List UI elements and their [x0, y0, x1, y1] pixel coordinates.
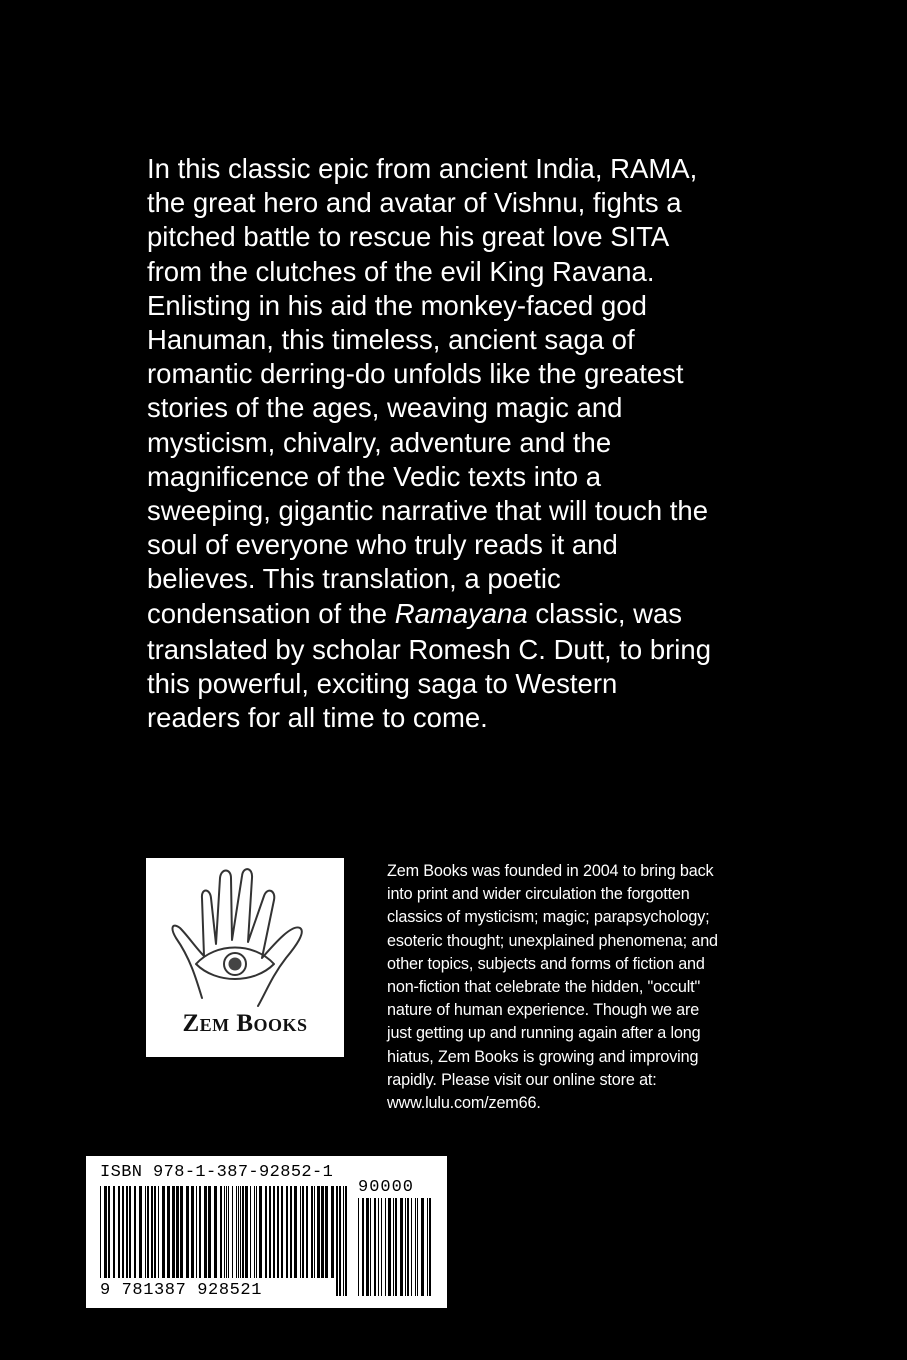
barcode-bar — [325, 1186, 328, 1278]
barcode-bar — [388, 1198, 391, 1296]
barcode-bar — [214, 1186, 217, 1278]
about-line: hiatus, Zem Books is growing and improving — [387, 1047, 699, 1066]
barcode-bar — [180, 1186, 183, 1278]
barcode-bar — [366, 1198, 369, 1296]
barcode-bar — [400, 1198, 403, 1296]
blurb-line: In this classic epic from ancient India, RAMA, — [147, 153, 698, 184]
barcode-bar — [311, 1186, 313, 1278]
barcode-bar — [242, 1186, 244, 1278]
barcode-bar — [151, 1186, 153, 1278]
blurb-line-title — [147, 597, 787, 631]
blurb-line: pitched battle to rescue his great love SITA — [147, 221, 670, 253]
barcode-bar — [336, 1186, 338, 1296]
ean-digits: 9 781387 928521 — [100, 1281, 263, 1300]
barcode-bar — [294, 1186, 297, 1278]
barcode-bar — [345, 1186, 347, 1296]
blurb-line: mysticism, chivalry, adventure and the — [147, 426, 612, 458]
barcode-bar — [224, 1186, 225, 1278]
blurb-line: this powerful, exciting saga to Western — [147, 668, 618, 700]
barcode-bar — [172, 1186, 175, 1278]
blurb-text: classic, was — [527, 597, 683, 629]
blurb-line: sweeping, gigantic narrative that will touch the — [147, 495, 709, 527]
blurb-line: believes. This translation, a poetic — [147, 563, 561, 595]
barcode-bar — [259, 1186, 262, 1278]
barcode-bar — [314, 1186, 315, 1278]
barcode-bar — [269, 1186, 271, 1278]
barcode-bar — [147, 1186, 149, 1278]
barcode-bar — [228, 1186, 229, 1278]
barcode-bar — [306, 1186, 308, 1278]
barcode-bar — [427, 1198, 428, 1296]
barcode-bar — [411, 1198, 412, 1296]
barcode-bar — [154, 1186, 156, 1278]
barcode-bar — [108, 1186, 110, 1278]
barcode-bar — [321, 1186, 324, 1278]
barcode-bar — [118, 1186, 120, 1278]
barcode-bar — [277, 1186, 279, 1278]
barcode-bar — [145, 1186, 146, 1278]
barcode-bar — [429, 1198, 431, 1296]
barcode-bar — [417, 1198, 418, 1296]
barcode-bar — [385, 1198, 386, 1296]
about-line: esoteric thought; unexplained phenomena; and — [387, 931, 718, 950]
blurb-line: readers for all time to come. — [147, 702, 488, 734]
blurb-line: magnificence of the Vedic texts into a — [147, 460, 602, 492]
barcode-bar — [236, 1186, 237, 1278]
barcode-bar — [245, 1186, 248, 1278]
barcode-bar — [381, 1198, 382, 1296]
isbn-label: ISBN 978-1-387-92852-1 — [100, 1163, 334, 1182]
barcode-bar — [393, 1198, 394, 1296]
publisher-about — [387, 860, 767, 1115]
blurb-line: Enlisting in his aid the monkey-faced god — [147, 289, 647, 321]
barcode-bar — [220, 1186, 222, 1278]
barcode-bar — [300, 1186, 301, 1278]
barcode-bar — [362, 1198, 364, 1296]
barcode-bar — [208, 1186, 211, 1278]
barcode-bar — [122, 1186, 124, 1278]
blurb-line: translated by scholar Romesh C. Dutt, to bring — [147, 633, 712, 665]
barcode-bar — [302, 1186, 304, 1278]
barcode-bar — [191, 1186, 194, 1278]
barcode-bar — [186, 1186, 189, 1278]
blurb-line: stories of the ages, weaving magic and — [147, 392, 623, 424]
back-cover-blurb — [147, 152, 787, 735]
barcode-bar — [415, 1198, 416, 1296]
barcode-bar — [100, 1186, 101, 1278]
barcode-bar — [407, 1198, 409, 1296]
blurb-line: Hanuman, this timeless, ancient saga of — [147, 324, 635, 356]
publisher-logo — [146, 858, 344, 1057]
logo-wordmark: Zem Books — [182, 1010, 308, 1037]
barcode-bar — [286, 1186, 288, 1278]
about-line: nature of human experience. Though we are — [387, 1001, 700, 1020]
barcode-bar — [126, 1186, 128, 1278]
barcode-bar — [129, 1186, 131, 1278]
barcode-bar — [421, 1198, 424, 1296]
barcode-bar — [240, 1186, 241, 1278]
about-line: rapidly. Please visit our online store at: — [387, 1070, 657, 1089]
barcode-bar — [281, 1186, 283, 1278]
barcode-bar — [226, 1186, 227, 1278]
barcode-bar — [176, 1186, 179, 1278]
about-line: Zem Books was founded in 2004 to bring back — [387, 862, 714, 880]
isbn-barcode — [86, 1156, 447, 1308]
barcode-bar — [256, 1186, 257, 1278]
barcode-bar — [250, 1186, 251, 1278]
barcode-bar — [273, 1186, 275, 1278]
eye-pupil — [229, 958, 242, 971]
about-line: into print and wider circulation the forgotten — [387, 885, 690, 904]
barcode-bar — [290, 1186, 292, 1278]
blurb-line: the great hero and avatar of Vishnu, fights a — [147, 187, 682, 219]
barcode-bar — [104, 1186, 107, 1278]
barcode-bar — [162, 1186, 165, 1278]
barcode-bar — [113, 1186, 115, 1278]
barcode-bar — [339, 1186, 341, 1296]
barcode-bar — [378, 1198, 379, 1296]
price-code: 90000 — [358, 1178, 415, 1197]
barcode-bar — [199, 1186, 201, 1278]
barcode-bar — [158, 1186, 159, 1278]
barcode-bar — [395, 1198, 397, 1296]
barcode-bar — [238, 1186, 239, 1278]
about-line: just getting up and running again after a long — [387, 1024, 701, 1043]
blurb-text: condensation of the — [147, 597, 395, 629]
barcode-bar — [196, 1186, 197, 1278]
barcode-bar — [317, 1186, 320, 1278]
barcode-bar — [204, 1186, 207, 1278]
barcode-bar — [331, 1186, 334, 1278]
blurb-line: from the clutches of the evil King Ravana. — [147, 255, 655, 287]
barcode-bar — [134, 1186, 136, 1278]
barcode-bar — [405, 1198, 406, 1296]
about-line: non-fiction that celebrate the hidden, "occult" — [387, 978, 701, 997]
barcode-bar — [370, 1198, 371, 1296]
barcode-bar — [343, 1186, 344, 1296]
barcode-bar — [254, 1186, 255, 1278]
barcode-bar — [167, 1186, 170, 1278]
barcode-bar — [232, 1186, 233, 1278]
barcode-bar — [374, 1198, 376, 1296]
about-line: classics of mysticism; magic; parapsychology; — [387, 908, 710, 927]
barcode-bar — [358, 1198, 359, 1296]
barcode-bar — [139, 1186, 142, 1278]
store-url[interactable]: www.lulu.com/zem66. — [387, 1094, 541, 1113]
blurb-line: soul of everyone who truly reads it and — [147, 529, 618, 561]
blurb-line: romantic derring-do unfolds like the greatest — [147, 358, 684, 390]
about-line: other topics, subjects and forms of fiction and — [387, 954, 705, 973]
book-title-italic: Ramayana — [394, 597, 528, 629]
barcode-bar — [265, 1186, 267, 1278]
